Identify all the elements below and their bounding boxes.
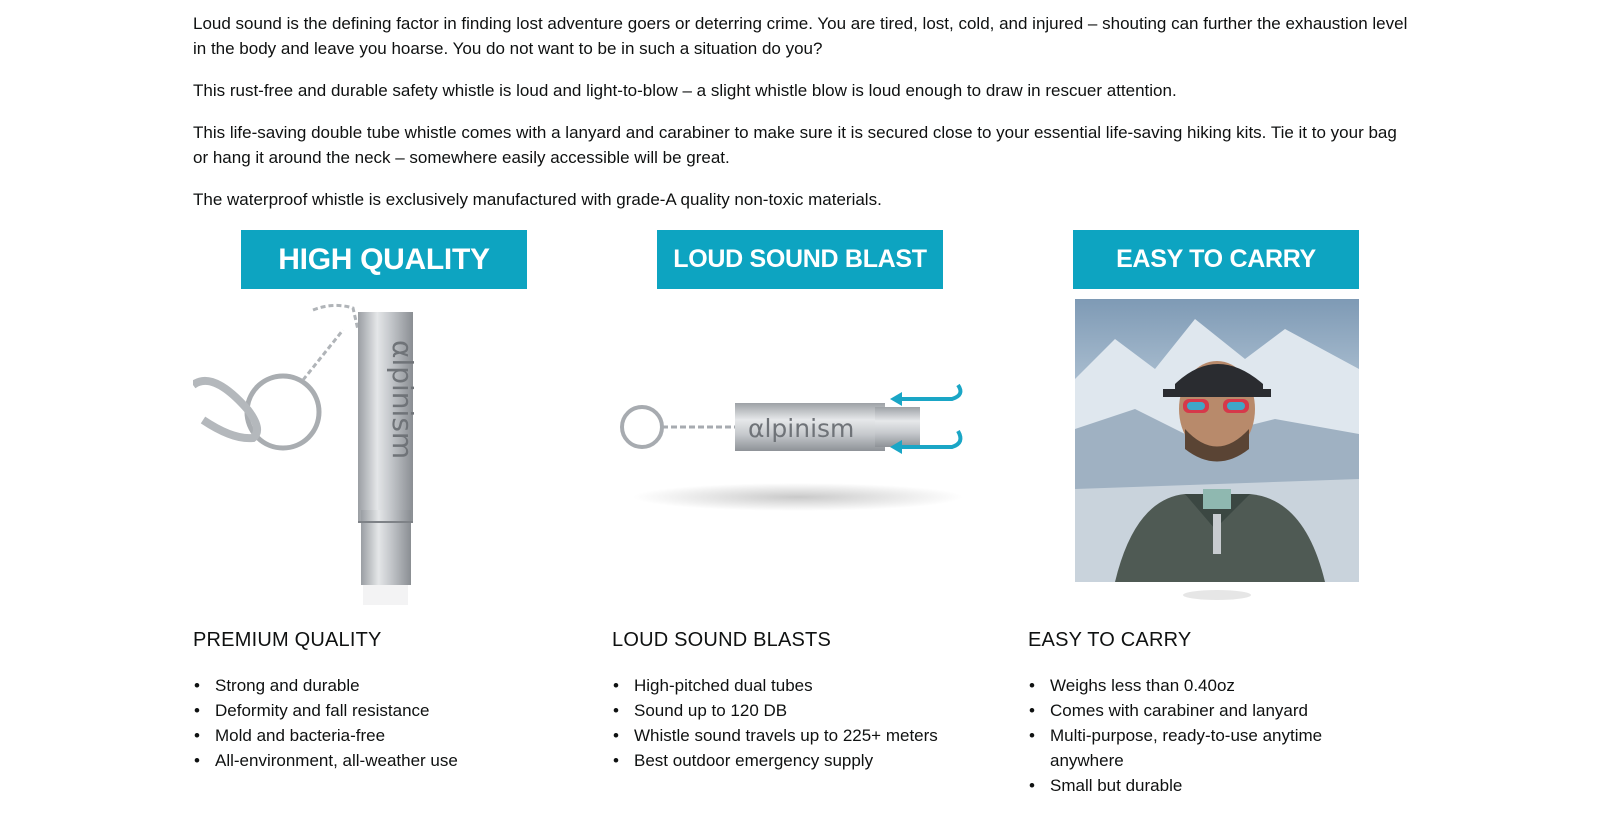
feature-heading-easy-to-carry: EASY TO CARRY	[1028, 629, 1192, 651]
list-item: • Small but durable	[1050, 773, 1380, 798]
intro-paragraph: This rust-free and durable safety whistle is loud and light-to-blow – a slight whistle blow is loud enough to draw in rescuer attention.	[193, 81, 1177, 100]
list-item: • High-pitched dual tubes	[634, 673, 984, 698]
intro-paragraph: The waterproof whistle is exclusively manufactured with grade-A quality non-toxic materials.	[193, 190, 882, 209]
whistle-vertical-image	[193, 300, 443, 605]
feature-list-easy-to-carry	[1028, 673, 1380, 798]
list-item: • Weighs less than 0.40oz	[1050, 673, 1380, 698]
banner-high-quality: HIGH QUALITY	[241, 230, 527, 289]
whistle-brand-text: αlpinism	[748, 414, 855, 443]
feature-list-premium-quality	[193, 673, 545, 773]
feature-list-loud-sound-blasts	[612, 673, 984, 773]
banner-easy-to-carry: EASY TO CARRY	[1073, 230, 1359, 289]
intro-paragraph: This life-saving double tube whistle comes with a lanyard and carabiner to make sure it is secured close to your essential life-saving hiking kits. Tie it to your bag or hang it around the neck – somewhere easily accessible will be great.	[193, 123, 1397, 167]
intro-paragraph: Loud sound is the defining factor in finding lost adventure goers or deterring crime. You are tired, lost, cold, and injured – shouting can further the exhaustion level in the body and leave you hoarse. You do not want to be in such a situation do you?	[193, 14, 1408, 58]
feature-heading-premium-quality: PREMIUM QUALITY	[193, 629, 382, 651]
list-item: • Whistle sound travels up to 225+ meters	[634, 723, 984, 748]
feature-heading-loud-sound-blasts: LOUD SOUND BLASTS	[612, 629, 832, 651]
list-item: • Sound up to 120 DB	[634, 698, 984, 723]
hiker-photo	[1075, 299, 1359, 602]
banner-loud-sound-blast: LOUD SOUND BLAST	[657, 230, 943, 289]
list-item: • Comes with carabiner and lanyard	[1050, 698, 1380, 723]
list-item: • Mold and bacteria-free	[215, 723, 545, 748]
whistle-horizontal-image	[620, 375, 970, 515]
list-item: • All-environment, all-weather use	[215, 748, 545, 773]
list-item: • Multi-purpose, ready-to-use anytime anywhere	[1050, 723, 1380, 773]
product-description	[193, 11, 1408, 229]
list-item: • Best outdoor emergency supply	[634, 748, 984, 773]
list-item: • Deformity and fall resistance	[215, 698, 545, 723]
whistle-brand-text: αlpinism	[386, 340, 419, 460]
list-item: • Strong and durable	[215, 673, 545, 698]
